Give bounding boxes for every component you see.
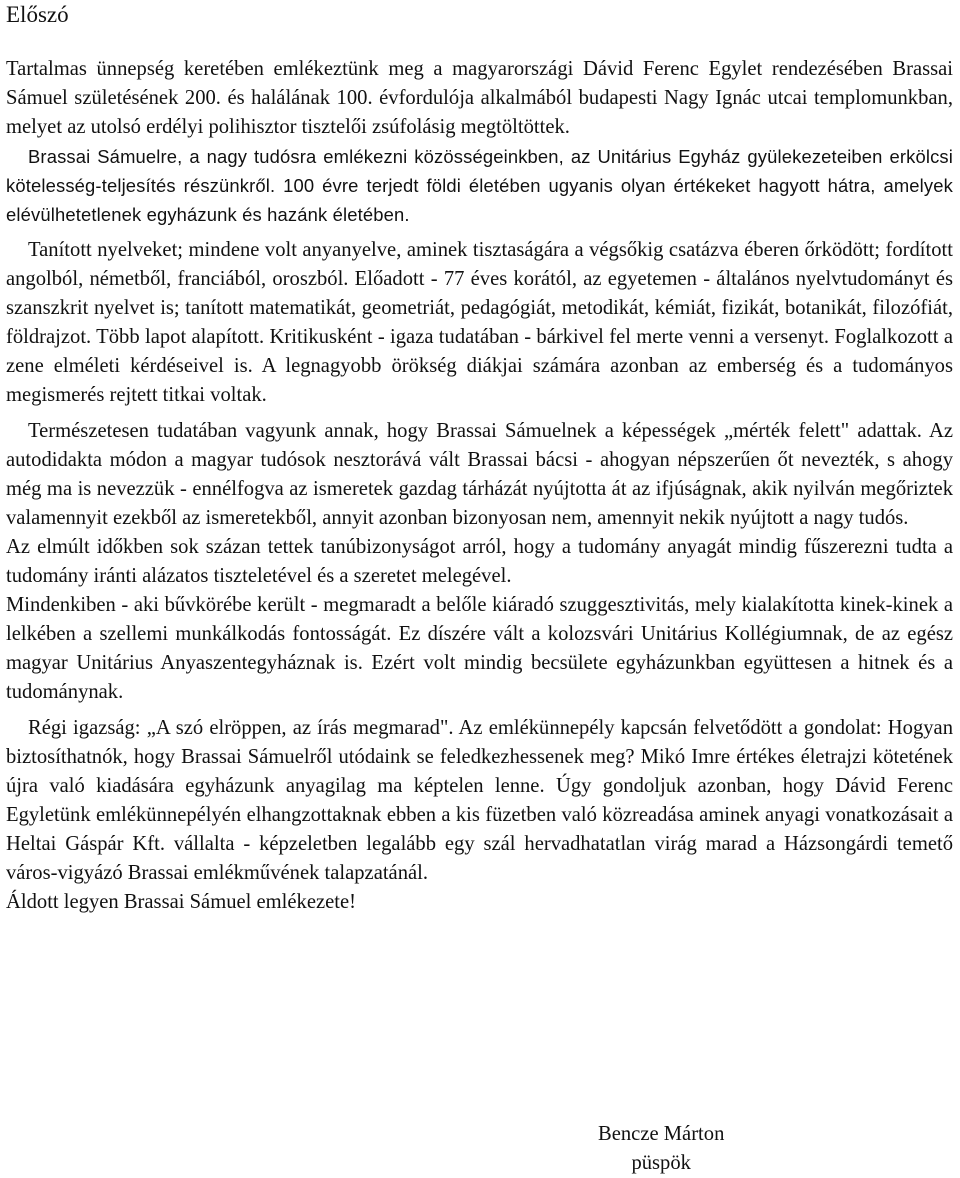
paragraph-remembrance: Brassai Sámuelre, a nagy tudósra emlékezni közösségeinkben, az Unitárius Egyház gyülekezeteiben erkölcsi kötelesség-teljesítés részünkről. 100 évre terjedt földi életében ugyanis olyan értékeket hagyott hátra, amelyek elévülhetetlenek egyházunk és hazánk életében. bbox=[6, 146, 953, 225]
document-title: Előszó bbox=[6, 2, 69, 27]
paragraph-teaching: Tanított nyelveket; mindene volt anyanyelve, aminek tisztaságára a végsőkig csatázva éberen őrködött; fordított angolból, németből, franciából, oroszból. Előadott - 77 éves korától, az egyetemen - általános nyelvtudományt és szanszkrit nyelvet is; tanított matematikát, geometriát, pedagógiát, metodikát, kémiát, fizikát, botanikát, filozófiát, földrajzot. Több lapot alapított. Kritikusként - igaza tudatában - bárkivel fel merte venni a versenyt. Foglalkozott a zene elméleti kérdéseivel is. A legnagyobb örökség diákjai számára azonban az emberség és a tudományos megismerés rejtett titkai voltak. bbox=[6, 239, 953, 406]
paragraph-old-truth: Régi igazság: „A szó elröppen, az írás megmarad". Az emlékünnepély kapcsán felvetődött a gondolat: Hogyan biztosíthatnók, hogy Brassai Sámuelről utódaink se feledkezhessenek meg? Mikó Imre értékes életrajzi kötetének újra való kiadására egyházunk anyagilag ma képtelen lenne. Úgy gondoljuk azonban, hogy Dávid Ferenc Egyletünk emlékünnepélyén elhangzottaknak ebben a kis füzetben való közreadása aminek anyagi vonatkozásait a Heltai Gáspár Kft. vállalta - képzeletben legalább egy szál hervadhatatlan virág marad a Házsongárdi temető város-vigyázó Brassai emlékművének talapzatánál. bbox=[6, 717, 953, 884]
paragraph-influence: Mindenkiben - aki bűvkörébe került - megmaradt a belőle kiáradó szuggesztivitás, mely kialakította kinek-kinek a lelkében a szellemi munkálkodás fontosságát. Ez díszére vált a kolozsvári Unitárius Kollégiumnak, de az egész magyar Unitárius Anyaszentegyháznak is. Ezért volt mindig becsülete egyházunkban együttesen a hitnek és a tudománynak. bbox=[6, 594, 953, 703]
signature-block bbox=[598, 1120, 724, 1178]
signature-title: püspök bbox=[631, 1152, 691, 1174]
signature-name: Bencze Márton bbox=[598, 1123, 725, 1145]
paragraph-talents: Természetesen tudatában vagyunk annak, hogy Brassai Sámuelnek a képességek „mérték felett" adattak. Az autodidakta módon a magyar tudósok nesztorává vált Brassai bácsi - ahogyan népszerűen őt nevezték, s ahogy még ma is nevezzük - ennélfogva az ismeretek gazdag tárházát nyújtotta át az ifjúságnak, akik nyilván megőriztek valamennyit ezekből az ismeretekből, annyit azonban bizonyosan nem, amennyit nekik nyújtott a nagy tudós. bbox=[6, 420, 953, 529]
paragraph-intro: Tartalmas ünnepség keretében emlékeztünk meg a magyarországi Dávid Ferenc Egylet rendezésében Brassai Sámuel születésének 200. és halálának 100. évfordulója alkalmából budapesti Nagy Ignác utcai templomunkban, melyet az utolsó erdélyi polihisztor tisztelői zsúfolásig megtöltöttek. bbox=[6, 58, 953, 138]
paragraph-testimony: Az elmúlt időkben sok százan tettek tanúbizonyságot arról, hogy a tudomány anyagát mindig fűszerezni tudta a tudomány iránti alázatos tiszteletével és a szeretet melegével. bbox=[6, 536, 953, 587]
paragraph-blessing: Áldott legyen Brassai Sámuel emlékezete! bbox=[6, 891, 356, 913]
